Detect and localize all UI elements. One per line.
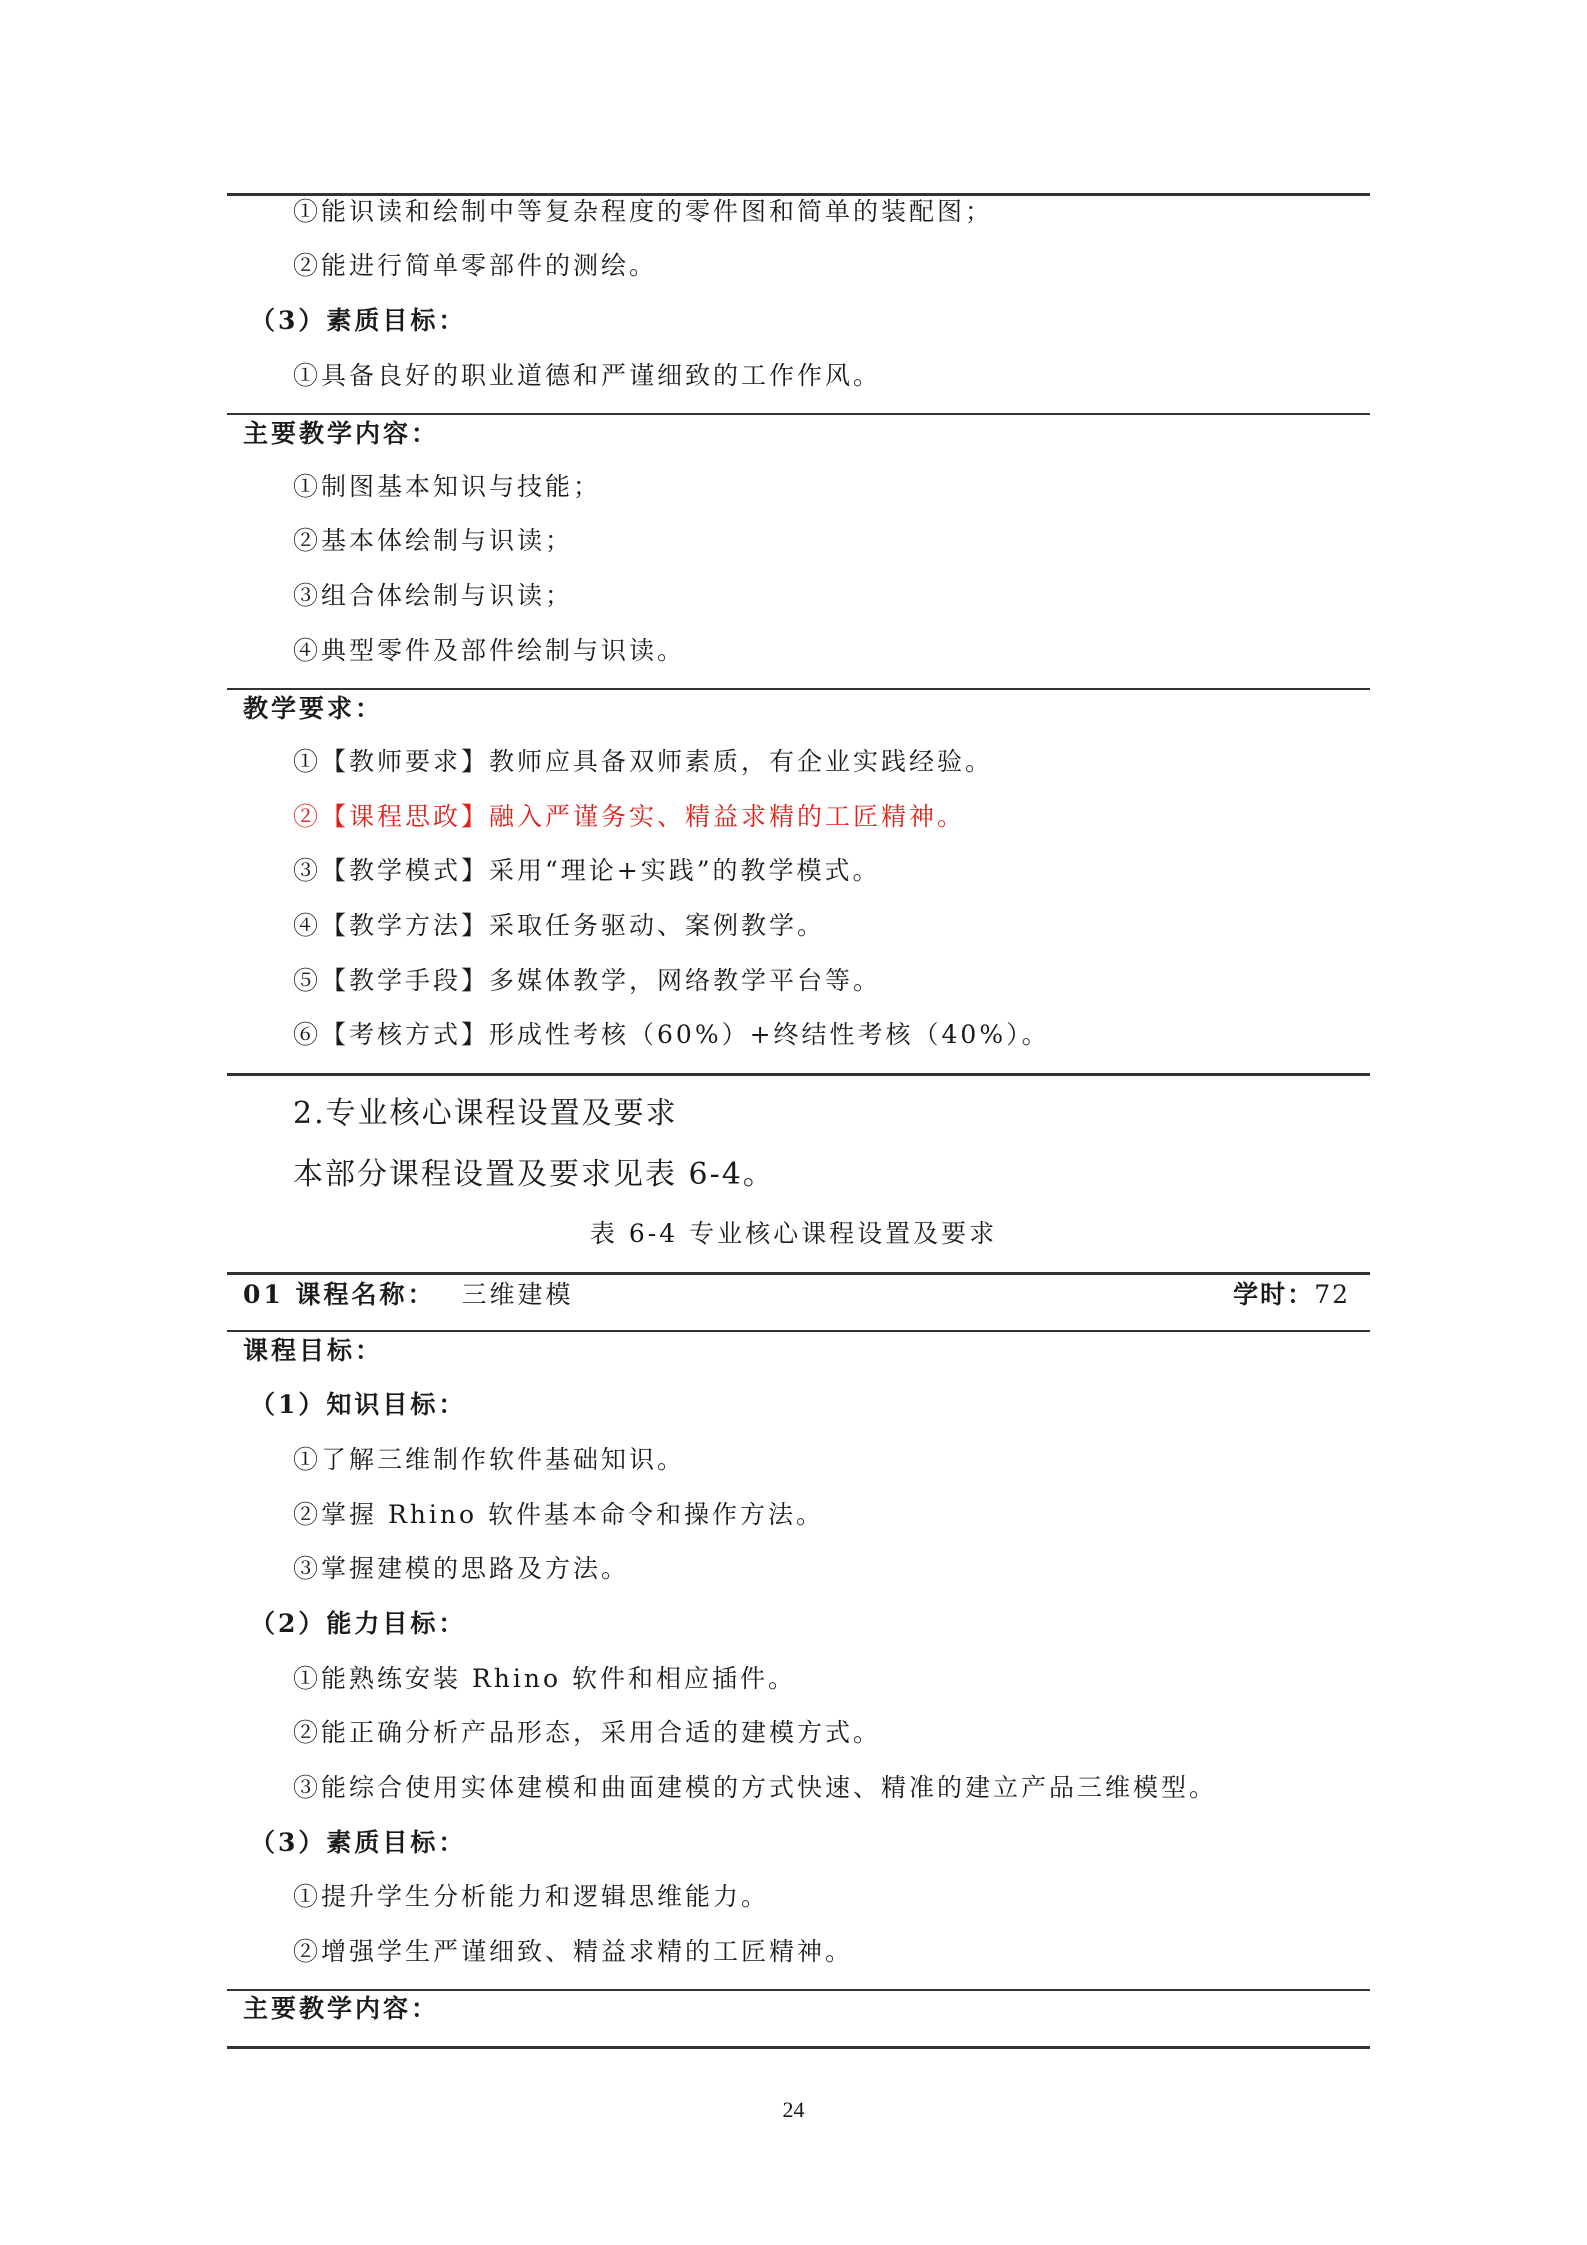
table-bottom-border <box>227 1073 1370 1076</box>
knowledge-item-2: ②掌握 Rhino 软件基本命令和操作方法。 <box>293 1500 824 1529</box>
ability-item-3: ③能综合使用实体建模和曲面建模的方式快速、精准的建立产品三维模型。 <box>293 1773 1218 1802</box>
quality-heading-2: （3）素质目标： <box>250 1828 467 1857</box>
requirement-item-3: ③【教学模式】采用“理论+实践”的教学模式。 <box>293 856 881 885</box>
content-item-2: ②基本体绘制与识读； <box>293 526 574 555</box>
requirement-item-5: ⑤【教学手段】多媒体教学，网络教学平台等。 <box>293 966 882 995</box>
course-name-label: 01 课程名称： <box>243 1280 436 1309</box>
skills-item-2: ②能进行简单零部件的测绘。 <box>293 251 658 280</box>
row-divider <box>227 413 1370 415</box>
table-top-border <box>227 1272 1370 1275</box>
content-label: 主要教学内容： <box>243 419 440 448</box>
quality-item-2-1: ①提升学生分析能力和逻辑思维能力。 <box>293 1882 770 1911</box>
course-hours <box>1233 1279 1350 1311</box>
hours-label: 学时： <box>1233 1280 1315 1309</box>
course-name: 三维建模 <box>461 1280 574 1309</box>
quality-item-2-2: ②增强学生严谨细致、精益求精的工匠精神。 <box>293 1937 854 1966</box>
quality-item-1: ①具备良好的职业道德和严谨细致的工作作风。 <box>293 361 882 390</box>
knowledge-item-3: ③掌握建模的思路及方法。 <box>293 1554 630 1583</box>
table-caption: 表 6-4 专业核心课程设置及要求 <box>589 1219 998 1248</box>
ability-item-1: ①能熟练安装 Rhino 软件和相应插件。 <box>293 1664 796 1693</box>
hours-value: 72 <box>1314 1280 1350 1309</box>
section-text: 本部分课程设置及要求见表 6-4。 <box>293 1157 775 1192</box>
requirement-item-6: ⑥【考核方式】形成性考核（60%）+终结性考核（40%）。 <box>293 1020 1050 1049</box>
requirements-label: 教学要求： <box>243 694 384 723</box>
requirement-item-2-highlight: ②【课程思政】融入严谨务实、精益求精的工匠精神。 <box>293 802 966 831</box>
row-divider <box>227 688 1370 690</box>
requirement-item-4: ④【教学方法】采取任务驱动、案例教学。 <box>293 911 826 940</box>
section-heading: 2.专业核心课程设置及要求 <box>293 1096 678 1131</box>
content-item-4: ④典型零件及部件绘制与识读。 <box>293 636 686 665</box>
row-divider <box>227 1330 1370 1332</box>
page-number: 24 <box>782 2097 805 2122</box>
content-item-1: ①制图基本知识与技能； <box>293 472 602 501</box>
row-divider <box>227 1989 1370 1991</box>
course-name-row <box>243 1279 574 1311</box>
goals-label: 课程目标： <box>243 1336 384 1365</box>
content-item-3: ③组合体绘制与识读； <box>293 581 574 610</box>
ability-item-2: ②能正确分析产品形态，采用合适的建模方式。 <box>293 1718 882 1747</box>
requirement-item-1: ①【教师要求】教师应具备双师素质，有企业实践经验。 <box>293 747 994 776</box>
table-bottom-border <box>227 2046 1370 2049</box>
knowledge-item-1: ①了解三维制作软件基础知识。 <box>293 1445 686 1474</box>
quality-heading: （3）素质目标： <box>250 306 467 335</box>
content-label-2: 主要教学内容： <box>243 1994 440 2023</box>
ability-heading: （2）能力目标： <box>250 1609 467 1638</box>
skills-item-1: ①能识读和绘制中等复杂程度的零件图和简单的装配图； <box>293 197 994 226</box>
knowledge-heading: （1）知识目标： <box>250 1390 467 1419</box>
